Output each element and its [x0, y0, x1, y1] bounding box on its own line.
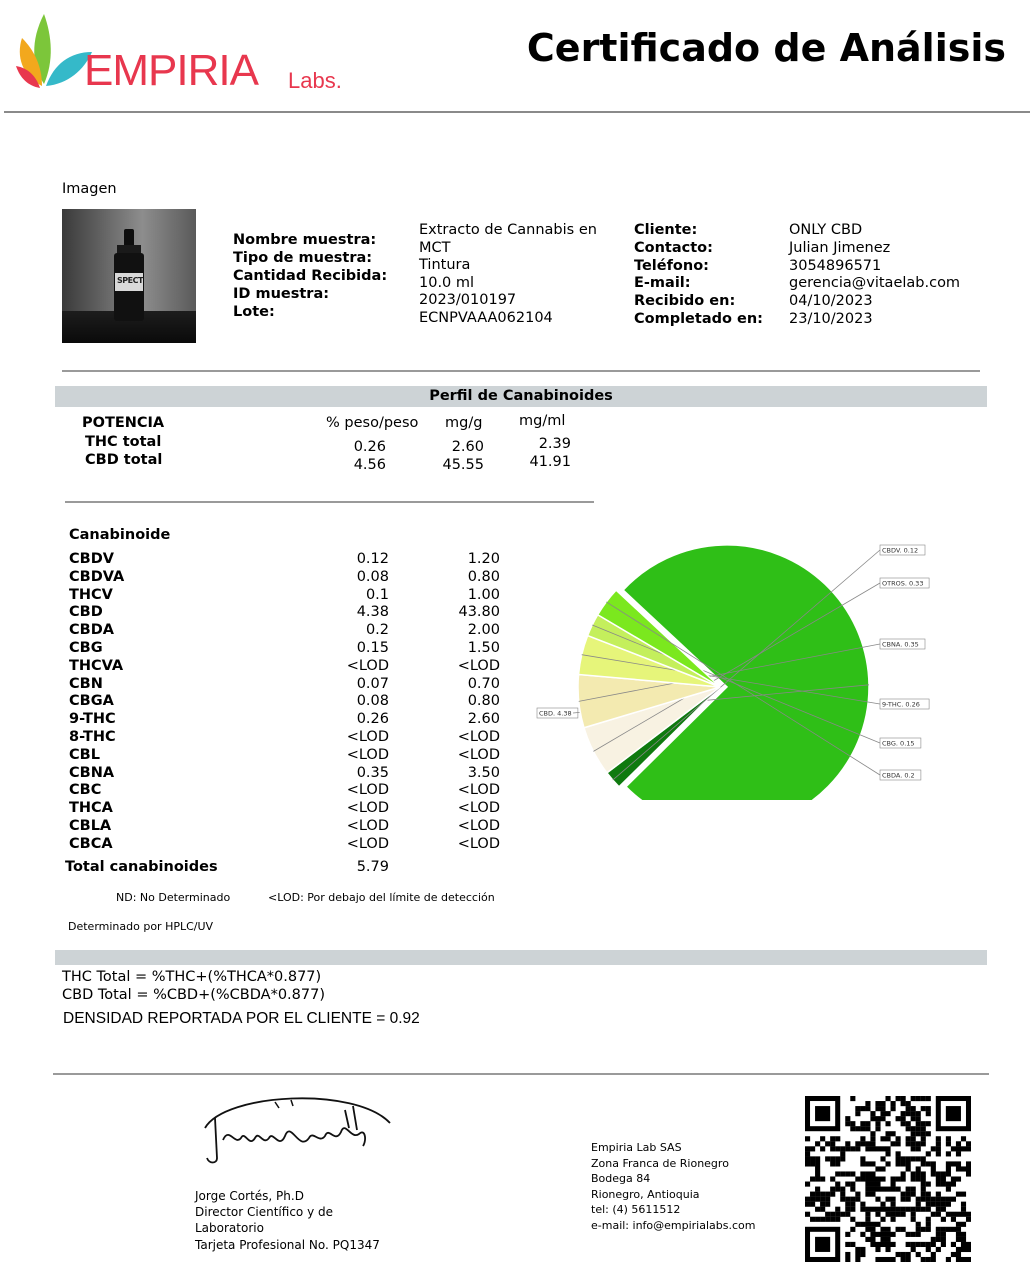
- formula-band: [55, 950, 987, 965]
- label-nombre: Nombre muestra:: [233, 232, 377, 248]
- company-phone: tel: (4) 5611512: [591, 1203, 681, 1217]
- canab-mgg: <LOD: [457, 657, 500, 674]
- value-recibido: 04/10/2023: [789, 293, 873, 310]
- canab-name: CBN: [69, 675, 103, 692]
- pie-label: OTROS. 0.33: [882, 579, 924, 588]
- table-row: [69, 782, 509, 800]
- table-row: [69, 551, 509, 569]
- value-email: gerencia@vitaelab.com: [789, 275, 961, 292]
- value-nombre-2: MCT: [419, 239, 451, 256]
- value-completado: 23/10/2023: [789, 310, 873, 327]
- table-row: [69, 711, 509, 729]
- signer-title-1: Director Científico y de: [195, 1205, 333, 1220]
- label-email: E-mail:: [634, 275, 691, 292]
- value-telefono: 3054896571: [789, 257, 882, 274]
- canab-pct: <LOD: [346, 800, 389, 817]
- canab-mgg: 0.70: [467, 675, 500, 692]
- canab-name: CBDA: [69, 622, 114, 639]
- canab-mgg: <LOD: [457, 728, 500, 745]
- canab-mgg: 2.00: [467, 622, 500, 639]
- canab-pct: 4.38: [356, 604, 389, 621]
- total-label: Total canabinoides: [65, 859, 218, 875]
- potency-row-name: [85, 434, 162, 470]
- potency-thc-mgml: 2.39: [538, 436, 571, 452]
- nd-note: ND: No Determinado: [116, 891, 231, 904]
- table-row: [69, 836, 509, 854]
- canab-mgg: 1.00: [467, 586, 500, 603]
- pie-label: CBDV. 0.12: [882, 546, 919, 555]
- potency-thc-pct: 0.26: [353, 439, 386, 455]
- profile-band: [55, 386, 987, 407]
- qr-code-icon: [805, 1096, 971, 1262]
- signer-title-2: Laboratorio: [195, 1221, 264, 1236]
- logo: [12, 6, 362, 96]
- client-values: [789, 222, 960, 329]
- table-row: [69, 747, 509, 765]
- value-contacto: Julian Jimenez: [789, 239, 891, 256]
- canab-name: CBLA: [69, 817, 112, 834]
- canab-pct: <LOD: [346, 782, 389, 799]
- canab-pct: 0.2: [365, 622, 389, 639]
- company-city: Rionegro, Antioquia: [591, 1187, 700, 1201]
- potency-cbd-name: CBD total: [85, 451, 163, 468]
- canab-name: THCA: [69, 800, 113, 817]
- potency-thc-name: THC total: [85, 434, 162, 450]
- canab-pct: <LOD: [346, 728, 389, 745]
- potency-header-pct: % peso/peso: [326, 415, 419, 431]
- canab-name: THCVA: [69, 657, 124, 674]
- cannabinoid-pie-chart: [520, 530, 940, 800]
- canab-mgg: <LOD: [457, 800, 500, 817]
- canab-name: CBCA: [69, 835, 113, 852]
- canab-name: 8-THC: [69, 728, 116, 745]
- canab-name: CBNA: [69, 764, 115, 781]
- potency-header-name: [82, 415, 164, 433]
- canab-name: CBC: [69, 782, 102, 799]
- potency-cbd-pct: 4.56: [353, 456, 386, 473]
- label-telefono: Teléfono:: [634, 257, 709, 274]
- canab-name: CBGA: [69, 693, 114, 710]
- canab-mgg: <LOD: [457, 782, 500, 799]
- value-cliente: ONLY CBD: [789, 222, 863, 238]
- company-address-2: Bodega 84: [591, 1172, 651, 1186]
- potency-pct-col: [330, 439, 386, 475]
- header-divider: [4, 111, 1030, 113]
- logo-sub-text: Labs.: [288, 68, 342, 93]
- sample-values: [419, 222, 597, 327]
- canab-pct: <LOD: [346, 835, 389, 852]
- canab-mgg: 1.20: [467, 551, 500, 567]
- sample-photo: [62, 209, 196, 343]
- label-tipo: Tipo de muestra:: [233, 250, 373, 266]
- value-cantidad: 10.0 ml: [419, 274, 475, 291]
- company-block: [591, 1140, 755, 1234]
- canab-mgg: <LOD: [457, 746, 500, 763]
- pie-label: CBDA. 0.2: [882, 771, 915, 780]
- label-completado: Completado en:: [634, 310, 763, 327]
- canab-pct: 0.08: [356, 693, 389, 710]
- potency-title: POTENCIA: [82, 415, 165, 431]
- method-note: Determinado por HPLC/UV: [68, 920, 214, 933]
- canab-mgg: 0.80: [467, 568, 500, 585]
- table-row: [69, 658, 509, 676]
- table-row: [69, 818, 509, 836]
- canab-pct: 0.15: [356, 639, 389, 656]
- canab-pct: 0.08: [356, 568, 389, 585]
- signer-name: Jorge Cortés, Ph.D: [195, 1189, 304, 1203]
- lod-note: <LOD: Por debajo del límite de detección: [268, 891, 495, 904]
- signature-icon: [195, 1088, 395, 1168]
- signature-block: [195, 1188, 380, 1253]
- sample-labels: [233, 231, 387, 321]
- label-id: ID muestra:: [233, 286, 330, 302]
- pie-label: 9-THC. 0.26: [882, 700, 920, 709]
- company-address-1: Zona Franca de Rionegro: [591, 1156, 729, 1170]
- canab-pct: 0.35: [356, 764, 389, 781]
- label-cliente: Cliente:: [634, 222, 698, 238]
- canab-name: CBD: [69, 604, 103, 621]
- value-lote: ECNPVAAA062104: [419, 309, 553, 326]
- value-tipo: Tintura: [419, 257, 471, 273]
- table-row: [69, 765, 509, 783]
- potency-thc-mgg: 2.60: [451, 439, 484, 455]
- potency-cbd-mgml: 41.91: [529, 453, 571, 470]
- canab-mgg: 0.80: [467, 693, 500, 710]
- potency-header-mgg: mg/g: [445, 415, 483, 431]
- canab-mgg: 3.50: [467, 764, 500, 781]
- canab-pct: 0.07: [356, 675, 389, 692]
- canab-pct: 0.12: [356, 551, 389, 567]
- company-email: e-mail: info@empirialabs.com: [591, 1218, 756, 1232]
- sample-divider: [62, 370, 980, 372]
- canab-mgg: 2.60: [467, 711, 500, 728]
- canab-mgg: 1.50: [467, 639, 500, 656]
- value-id: 2023/010197: [419, 292, 517, 308]
- potency-cbd-mgg: 45.55: [442, 456, 484, 473]
- table-row: [69, 622, 509, 640]
- label-cantidad: Cantidad Recibida:: [233, 268, 388, 284]
- canab-pct: 0.1: [365, 586, 389, 603]
- table-row: [69, 569, 509, 587]
- potency-mgg-col: [430, 439, 484, 475]
- canab-pct: 0.26: [356, 711, 389, 728]
- logo-main-text: EMPIRIA: [84, 46, 258, 95]
- potency-header-mgml: mg/ml: [519, 413, 566, 429]
- label-contacto: Contacto:: [634, 239, 713, 256]
- table-row: [69, 587, 509, 605]
- footer-divider: [53, 1073, 989, 1075]
- canab-name: CBDV: [69, 551, 114, 567]
- page-title: Certificado de Análisis: [526, 26, 1006, 70]
- canab-name: THCV: [69, 586, 113, 603]
- potency-mgml-col: [515, 436, 571, 472]
- canab-mgg: <LOD: [457, 817, 500, 834]
- pie-label: CBD. 4.38: [539, 709, 572, 718]
- table-row: [69, 693, 509, 711]
- company-name: Empiria Lab SAS: [591, 1141, 682, 1154]
- profile-band-title: Perfil de Canabinoides: [429, 388, 613, 404]
- canab-mgg: 43.80: [458, 604, 500, 621]
- signer-license: Tarjeta Profesional No. PQ1347: [195, 1237, 380, 1252]
- table-row: [69, 800, 509, 818]
- table-row: [69, 729, 509, 747]
- image-label: Imagen: [62, 181, 117, 197]
- potency-divider: [65, 501, 594, 503]
- canab-table: [69, 551, 509, 854]
- thc-formula: THC Total = %THC+(%THCA*0.877): [62, 969, 322, 985]
- bottle-label-text: SPECT: [117, 276, 143, 285]
- canab-pct: <LOD: [346, 746, 389, 763]
- value-nombre: Extracto de Cannabis en: [419, 222, 597, 238]
- table-row: [69, 604, 509, 622]
- label-lote: Lote:: [233, 304, 275, 320]
- canab-name: 9-THC: [69, 711, 116, 728]
- table-row: [69, 676, 509, 694]
- total-value: 5.79: [356, 859, 389, 875]
- canab-name: CBDVA: [69, 568, 125, 585]
- pie-label: CBG. 0.15: [882, 739, 915, 748]
- client-labels: [634, 222, 763, 329]
- table-row: [69, 640, 509, 658]
- canab-header: Canabinoide: [69, 527, 171, 543]
- label-recibido: Recibido en:: [634, 293, 736, 310]
- canab-pct: <LOD: [346, 817, 389, 834]
- canab-name: CBL: [69, 746, 100, 763]
- canab-pct: <LOD: [346, 657, 389, 674]
- canab-mgg: <LOD: [457, 835, 500, 852]
- canab-name: CBG: [69, 639, 103, 656]
- pie-label: CBNA. 0.35: [882, 640, 919, 649]
- cbd-formula: CBD Total = %CBD+(%CBDA*0.877): [62, 987, 325, 1003]
- density-note: DENSIDAD REPORTADA POR EL CLIENTE = 0.92: [63, 1010, 420, 1027]
